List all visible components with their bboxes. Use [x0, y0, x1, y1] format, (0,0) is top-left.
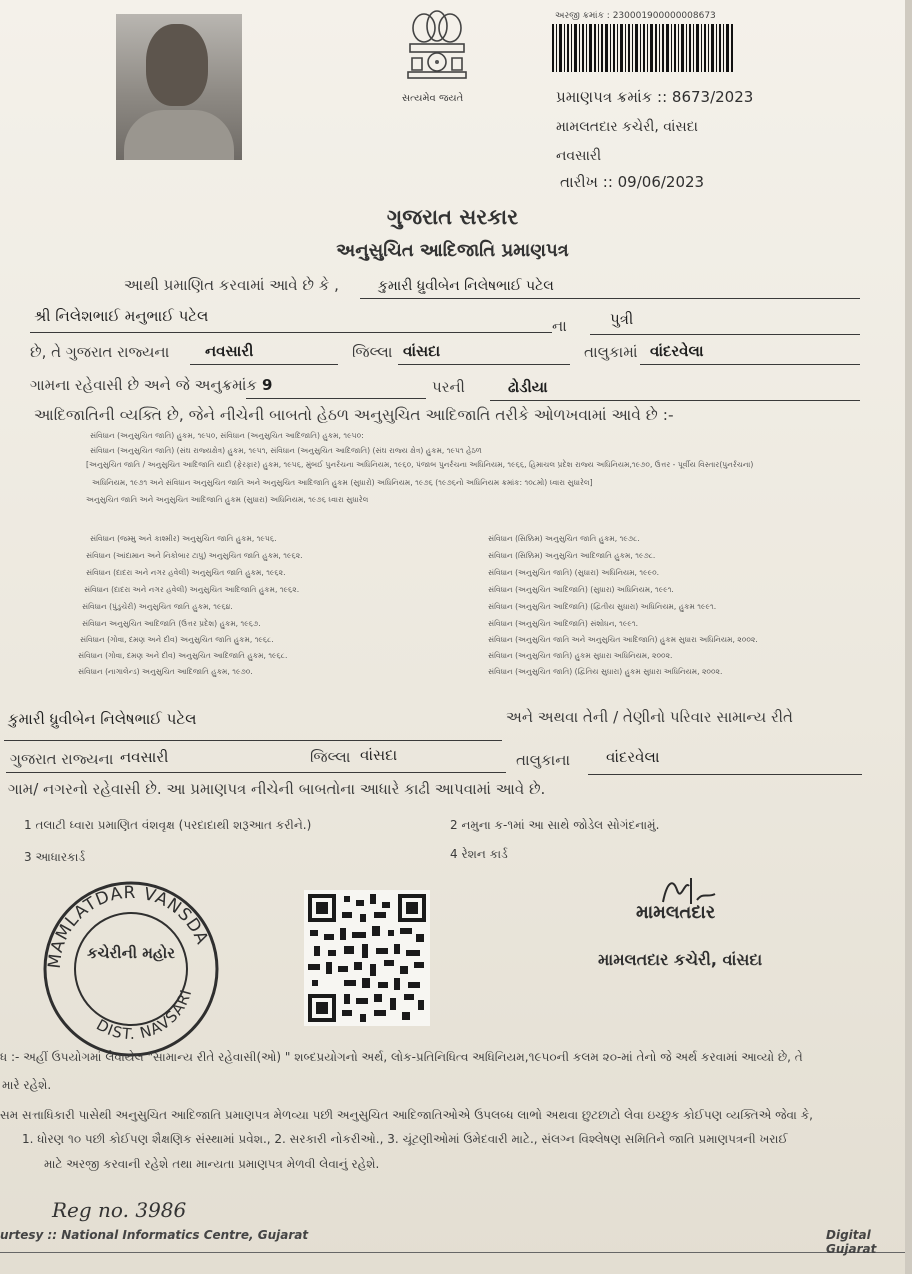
order-intro-3: [અનુસુચિત જાતિ / અનુસુચિત આદિજાતિ યાદી (ફેરફાર) હુકમ, ૧૯૫૬, મુંબઈ પુનર્રચના અધિનિયમ, ૧૯૬૦, પંજાબ પુનર્રચના અધિનિયમ, ૧૯૬૬, હિમાચલ પ્રદેશ રાજ્ય અધિનિયમ,૧૯૭૦, ઉત્તર - પૂર્વીય વિસ્તાર(પુનર્રચના) — [86, 460, 754, 469]
note-1: ધ :- અહીં ઉપયોગમાં લેવાયેલ "સામાન્ય રીતે રહેવાસી(ઓ) " શબ્દપ્રયોગનો અર્થ, લોક-પ્રતિનિધિત્વ અધિનિયમ,૧૯૫૦ની કલમ ૨૦-માં તેનો જે અર્થ કરવામાં આવ્યો છે, તે — [0, 1050, 803, 1064]
signatory-office: મામલતદાર કચેરી, વાંસદા — [598, 950, 763, 969]
issue-date: તારીખ :: 09/06/2023 — [560, 173, 705, 191]
issuing-office: મામલતદાર કચેરી, વાંસદા — [556, 119, 698, 135]
order-right-9: સંવિધાન (અનુસુચિત જાતિ) (દ્વિતિય સુધારા) હુકમ સુધારા અધિનિયમ, ૨૦૦૨. — [488, 667, 723, 676]
note-2: સમ સત્તાધિકારી પાસેથી અનુસુચિત આદિજાતિ પ્રમાણપત્ર મેળવ્યા પછી અનુસુચિત આદિજાતિઓએ ઉપલબ્ધ લાભો અથવા છુટછાટો લેવા ઇચ્છુક કોઈપણ વ્યક્તિએ જેવા કે, — [0, 1108, 813, 1122]
office-seal — [40, 878, 222, 1060]
residence-holder-name: કુમારી ધ્રુવીબેન નિલેષભાઈ પટેલ — [8, 710, 197, 728]
taluka-label: તાલુકામાં — [584, 343, 638, 361]
seal-inner-text: કચેરીની મહોર — [86, 944, 176, 962]
applicant-photo — [116, 14, 242, 160]
relation: પુત્રી — [610, 310, 634, 328]
village-value: વાંદરવેલા — [650, 342, 704, 360]
document-1: 1 તલાટી ધ્વારા પ્રમાણિત વંશવૃક્ષ (પરદાદાથી શરૂઆત કરીને.) — [24, 818, 312, 832]
footer-courtesy: urtesy :: National Informatics Centre, Gujarat — [0, 1228, 309, 1242]
order-left-9: સંવિધાન (નાગાલેન્ડ) અનુસુચિત આદિજાતિ હુકમ, ૧૯૭૦. — [78, 667, 253, 676]
family-text: અને અથવા તેની / તેણીનો પરિવાર સામાન્ય રીતે — [506, 708, 793, 726]
order-intro-5: અનુસુચિત જાતિ અને અનુસુચિત આદિજાતિ હુકમ (સુધારા) અધિનિયમ, ૧૯૭૬ ધ્વારા સુધારેલ — [86, 495, 369, 504]
order-left-8: સંવિધાન (ગોવા, દમણ અને દીવ) અનુસુચિત આદિજાતિ હુકમ, ૧૯૬૮. — [78, 651, 288, 660]
tribe-statement: આદિજાતિની વ્યક્તિ છે, જેને નીચેની બાબતો હેઠળ અનુસુચિત આદિજાતિ તરીકે ઓળખવામાં આવે છે :- — [34, 406, 674, 424]
order-right-7: સંવિધાન (અનુસુચિત જાતિ અને અનુસુચિત આદિજાતિ) હુકમ સુધારા અધિનિયમ, ૨૦૦૨. — [488, 635, 758, 644]
residence-district-value: નવસારી — [120, 748, 169, 766]
residence-district-label: જિલ્લા — [310, 748, 351, 766]
certify-text: આથી પ્રમાણિત કરવામાં આવે છે કે , — [124, 276, 339, 294]
footer-brand: Digital Gujarat — [826, 1228, 877, 1256]
order-intro-1: સંવિધાન (અનુસુચિત જાતિ) હુકમ, ૧૯૫૦, સંવિધાન (અનુસુચિત આદિજાતિ) હુકમ, ૧૯૫૦: — [90, 431, 364, 440]
order-left-3: સંવિધાન (દાદરા અને નગર હવેલી) અનુસુચિત જાતિ હુકમ, ૧૯૬૨. — [86, 568, 286, 577]
residence-taluka-label: તાલુકાના — [516, 751, 571, 769]
taluka-value: વાંસદા — [403, 342, 441, 360]
of-caste-text: પરની — [432, 378, 465, 396]
seal-bottom-text: DIST. NAVSARI — [93, 986, 196, 1044]
order-left-2: સંવિધાન (આંદામાન અને નિકોબાર ટાપુ) અનુસુચિત જાતિ હુકમ, ૧૯૬૨. — [86, 551, 303, 560]
residence-state-text: ગુજરાત રાજ્યના — [10, 750, 114, 768]
svg-text:DIST. NAVSARI — [93, 987, 195, 1043]
tribe-name: ઢોડીયા — [508, 378, 548, 396]
certificate-title: અનુસુચિત આદિજાતિ પ્રમાણપત્ર — [336, 240, 569, 261]
seal-outer-text: MAMLATDAR VANSDA — [44, 882, 213, 970]
note-2-list: 1. ધોરણ ૧૦ પછી કોઈપણ શૈક્ષણિક સંસ્થામાં પ્રવેશ., 2. સરકારી નોકરીઓ., 3. ચૂંટણીઓમાં ઉમેદવારી માટે., સંલગ્ન વિશ્લેષણ સમિતિને જાતિ પ્રમાણપત્રની ખરાઈ — [22, 1132, 788, 1146]
order-left-1: સંવિધાન (જમ્મુ અને કાશ્મીર) અનુસુચિત જાતિ હુકમ, ૧૯૫૬. — [90, 534, 277, 543]
order-intro-2: સંવિધાન (અનુસુચિત જાતિ) (સંઘ રાજ્યક્ષેત્ર) હુકમ, ૧૯૫૧, સંવિધાન (અનુસુચિત આદિજાતિ) (સંઘ રાજ્ય ક્ષેત્ર) હુકમ, ૧૯૫૧ હેઠળ — [90, 446, 482, 455]
state-emblem-icon — [400, 6, 474, 98]
order-left-6: સંવિધાન અનુસુચિત આદિજાતિ (ઉત્તર પ્રદેશ) હુકમ, ૧૯૬૭. — [82, 619, 261, 628]
order-intro-4: અધિનિયમ, ૧૯૭૧ અને સંવિધાન અનુસુચિત જાતિ અને અનુસુચિત આદિજાતિ હુકમ (સુધારો) અધિનિયમ, ૧૯૭૬ (૧૯૭૬નો અધિનિયમ ક્રમાંક: ૧૦૮મો) ધ્વારા સુધારેલ] — [92, 478, 593, 487]
order-right-6: સંવિધાન (અનુસુચિત આદિજાતિ) સંશોધન, ૧૯૯૧. — [488, 619, 639, 628]
signatory-designation: મામલતદાર — [636, 902, 716, 923]
order-right-3: સંવિધાન (અનુસુચિત જાતિ) (સુધારા) અધિનિયમ, ૧૯૯૦. — [488, 568, 660, 577]
note-2-cont: માટે અરજી કરવાની રહેશે તથા માન્યતા પ્રમાણપત્ર મેળવી લેવાનું રહેશે. — [44, 1157, 380, 1171]
father-name: શ્રી નિલેશભાઈ મનુભાઈ પટેલ — [34, 307, 209, 325]
issuing-district: નવસારી — [556, 148, 602, 164]
basis-text: ગામ/ નગરનો રહેવાસી છે. આ પ્રમાણપત્ર નીચેની બાબતોના આધારે કાઢી આપવામાં આવે છે. — [8, 780, 546, 798]
district-label: જિલ્લા — [352, 343, 393, 361]
document-2: 2 નમુના ક-૧માં આ સાથે જોડેલ સોગંદનામું. — [450, 818, 660, 832]
residence-taluka-value: વાંસદા — [360, 746, 398, 764]
order-right-2: સંવિધાન (સિક્કિમ) અનુસુચિત આદિજાતિ હુકમ, ૧૯૭૮. — [488, 551, 656, 560]
note-1-cont: મારે રહેશે. — [2, 1078, 52, 1092]
residence-village-value: વાંદરવેલા — [606, 748, 660, 766]
handwritten-registration: Reg no. 3986 — [52, 1198, 187, 1222]
order-left-7: સંવિધાન (ગોવા, દમણ અને દીવ) અનુસુચિત જાતિ હુકમ, ૧૯૬૮. — [80, 635, 274, 644]
order-left-4: સંવિધાન (દાદરા અને નગર હવેલી) અનુસુચિત આદિજાતિ હુકમ, ૧૯૬૨. — [84, 585, 300, 594]
state-text: છે, તે ગુજરાત રાજ્યના — [30, 343, 170, 361]
order-left-5: સંવિધાન (પુંડુચેરી) અનુસુચિત જાતિ હુકમ, ૧૯૬૪. — [82, 602, 233, 611]
order-right-8: સંવિધાન (અનુસુચિત જાતિ) હુકમ સુધારા અધિનિયમ, ૨૦૦૨. — [488, 651, 673, 660]
order-right-1: સંવિધાન (સિક્કિમ) અનુસુચિત જાતિ હુકમ, ૧૯૭૮. — [488, 534, 640, 543]
order-right-5: સંવિધાન (અનુસુચિત આદિજાતિ) (દ્વિતીય સુધારા) અધિનિયમ, હુકમ ૧૯૯૧. — [488, 602, 717, 611]
government-title: ગુજરાત સરકાર — [386, 205, 519, 229]
document-4: 4 રેશન કાર્ડ — [450, 847, 508, 861]
of-text: ના — [552, 317, 567, 335]
qr-code — [304, 890, 430, 1026]
certificate-number: પ્રમાણપત્ર ક્રમાંક :: 8673/2023 — [556, 88, 754, 106]
barcode — [552, 24, 734, 72]
district-value: નવસારી — [205, 342, 254, 360]
document-3: 3 આધારકાર્ડ — [24, 850, 86, 864]
order-right-4: સંવિધાન (અનુસુચિત આદિજાતિ) (સુધારા) અધિનિયમ, ૧૯૯૧. — [488, 585, 674, 594]
resident-text: ગામના રહેવાસી છે અને જે અનુક્રમાંક — [30, 376, 258, 394]
application-number: અરજી ક્રમાંક : 230001900000008673 — [555, 11, 716, 21]
emblem-motto: સત્યમેવ જયતે — [402, 93, 464, 104]
holder-name: કુમારી ધ્રુવીબેન નિલેષભાઈ પટેલ — [378, 278, 554, 294]
serial-number: 9 — [262, 376, 273, 394]
